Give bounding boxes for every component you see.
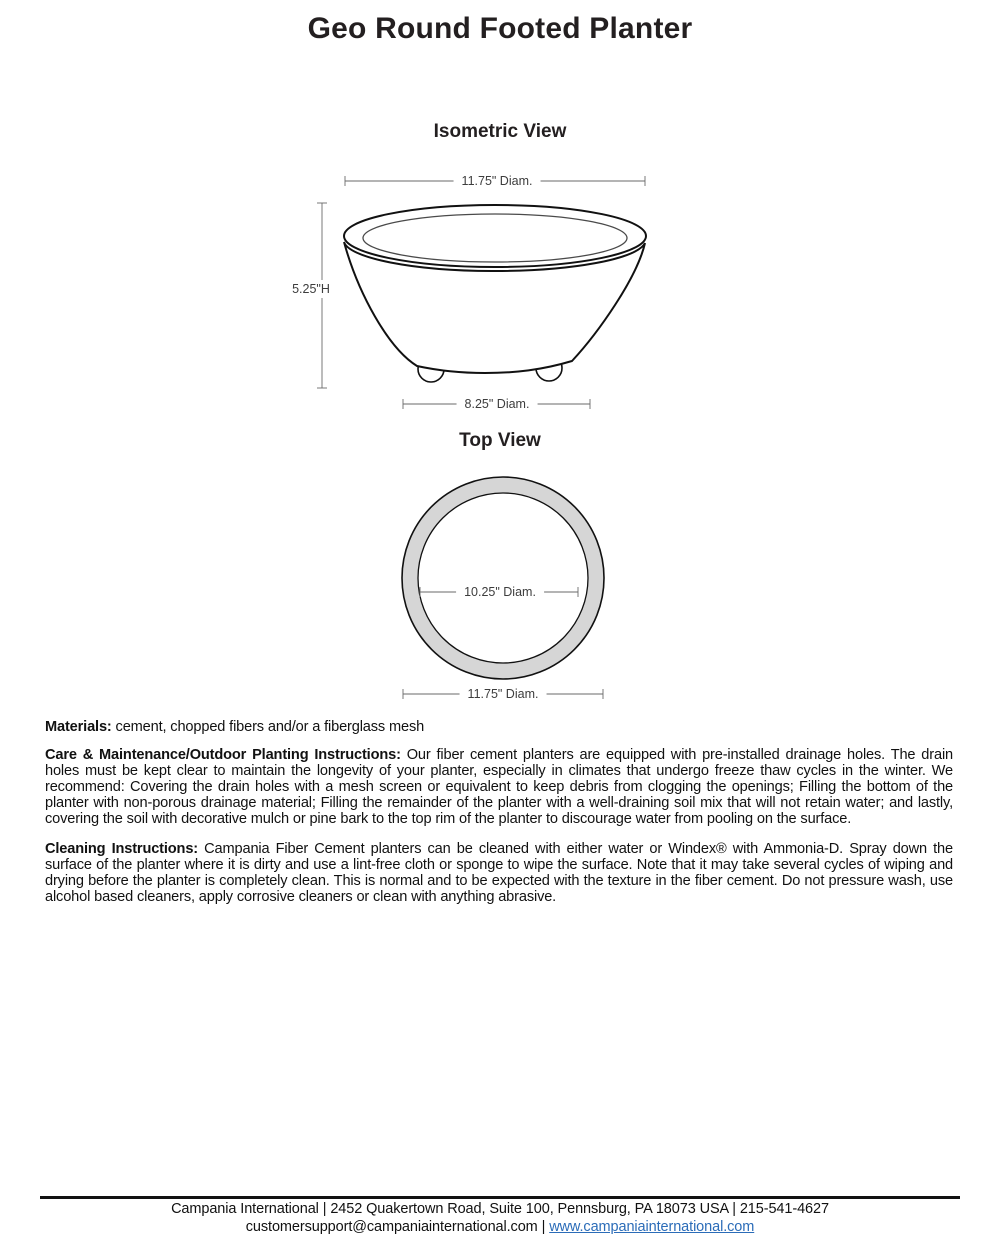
materials-label: Materials: [45,719,112,735]
dim-label-height: 5.25"H [288,280,334,298]
footer-email: customersupport@campaniainternational.com [245,1219,538,1235]
footer-divider [40,1196,960,1199]
dim-label-inner-diameter: 10.25" Diam. [456,585,544,599]
care-maintenance-paragraph [45,748,953,828]
materials-text: cement, chopped fibers and/or a fiberglass mesh [111,719,425,735]
footer-website-link[interactable]: www.campaniainternational.com [549,1219,755,1235]
cleaning-instructions-label: Cleaning Instructions: [45,841,199,857]
dim-label-outer-diameter: 11.75" Diam. [460,687,547,701]
page-title: Geo Round Footed Planter [307,12,693,45]
top-view-heading: Top View [459,430,541,451]
footer-contact-line [0,1219,1000,1235]
top-view-inner-circle [418,493,588,663]
materials-paragraph [45,720,953,736]
cleaning-instructions-text: Campania Fiber Cement planters can be cleaned with either water or Windex® with Ammonia-D. Spray down the surface of the planter where it is dirty and use a lint-free cloth or sponge to wipe the surface. Note that it may take several cycles of wiping and drying before the planter is completely clean. This is normal and to be expected with the texture in the fiber cement. Do not pressure wash, use alcohol based cleaners, apply corrosive cleaners or clean with anything abrasive. [45,841,953,905]
footer-address-line: Campania International | 2452 Quakertown Road, Suite 100, Pennsburg, PA 18073 USA | 215-541-4627 [171,1201,829,1217]
isometric-view-drawing [280,158,720,420]
cleaning-instructions-paragraph [45,842,953,906]
footer-separator: | [537,1219,550,1235]
isometric-view-heading: Isometric View [433,121,567,142]
care-maintenance-label: Care & Maintenance/Outdoor Planting Instructions: [45,747,401,763]
care-maintenance-text: Our fiber cement planters are equipped with pre-installed drainage holes. The drain holes must be kept clear to maintain the longevity of your planter, especially in climates that undergo freeze thaw cycles in the winter. We recommend: Covering the drain holes with a mesh screen or equivalent to keep debris from clogging the openings; Filling the bottom of the planter with non-porous drainage material; Filling the remainder of the planter with a well-draining soil mix that will not retain water; and lastly, covering the soil with decorative mulch or pine bark to the top rim of the planter to discourage water from pooling on the surface. [45,747,953,827]
dim-label-top-diameter: 11.75" Diam. [454,174,541,188]
dim-label-base-diameter: 8.25" Diam. [457,397,538,411]
